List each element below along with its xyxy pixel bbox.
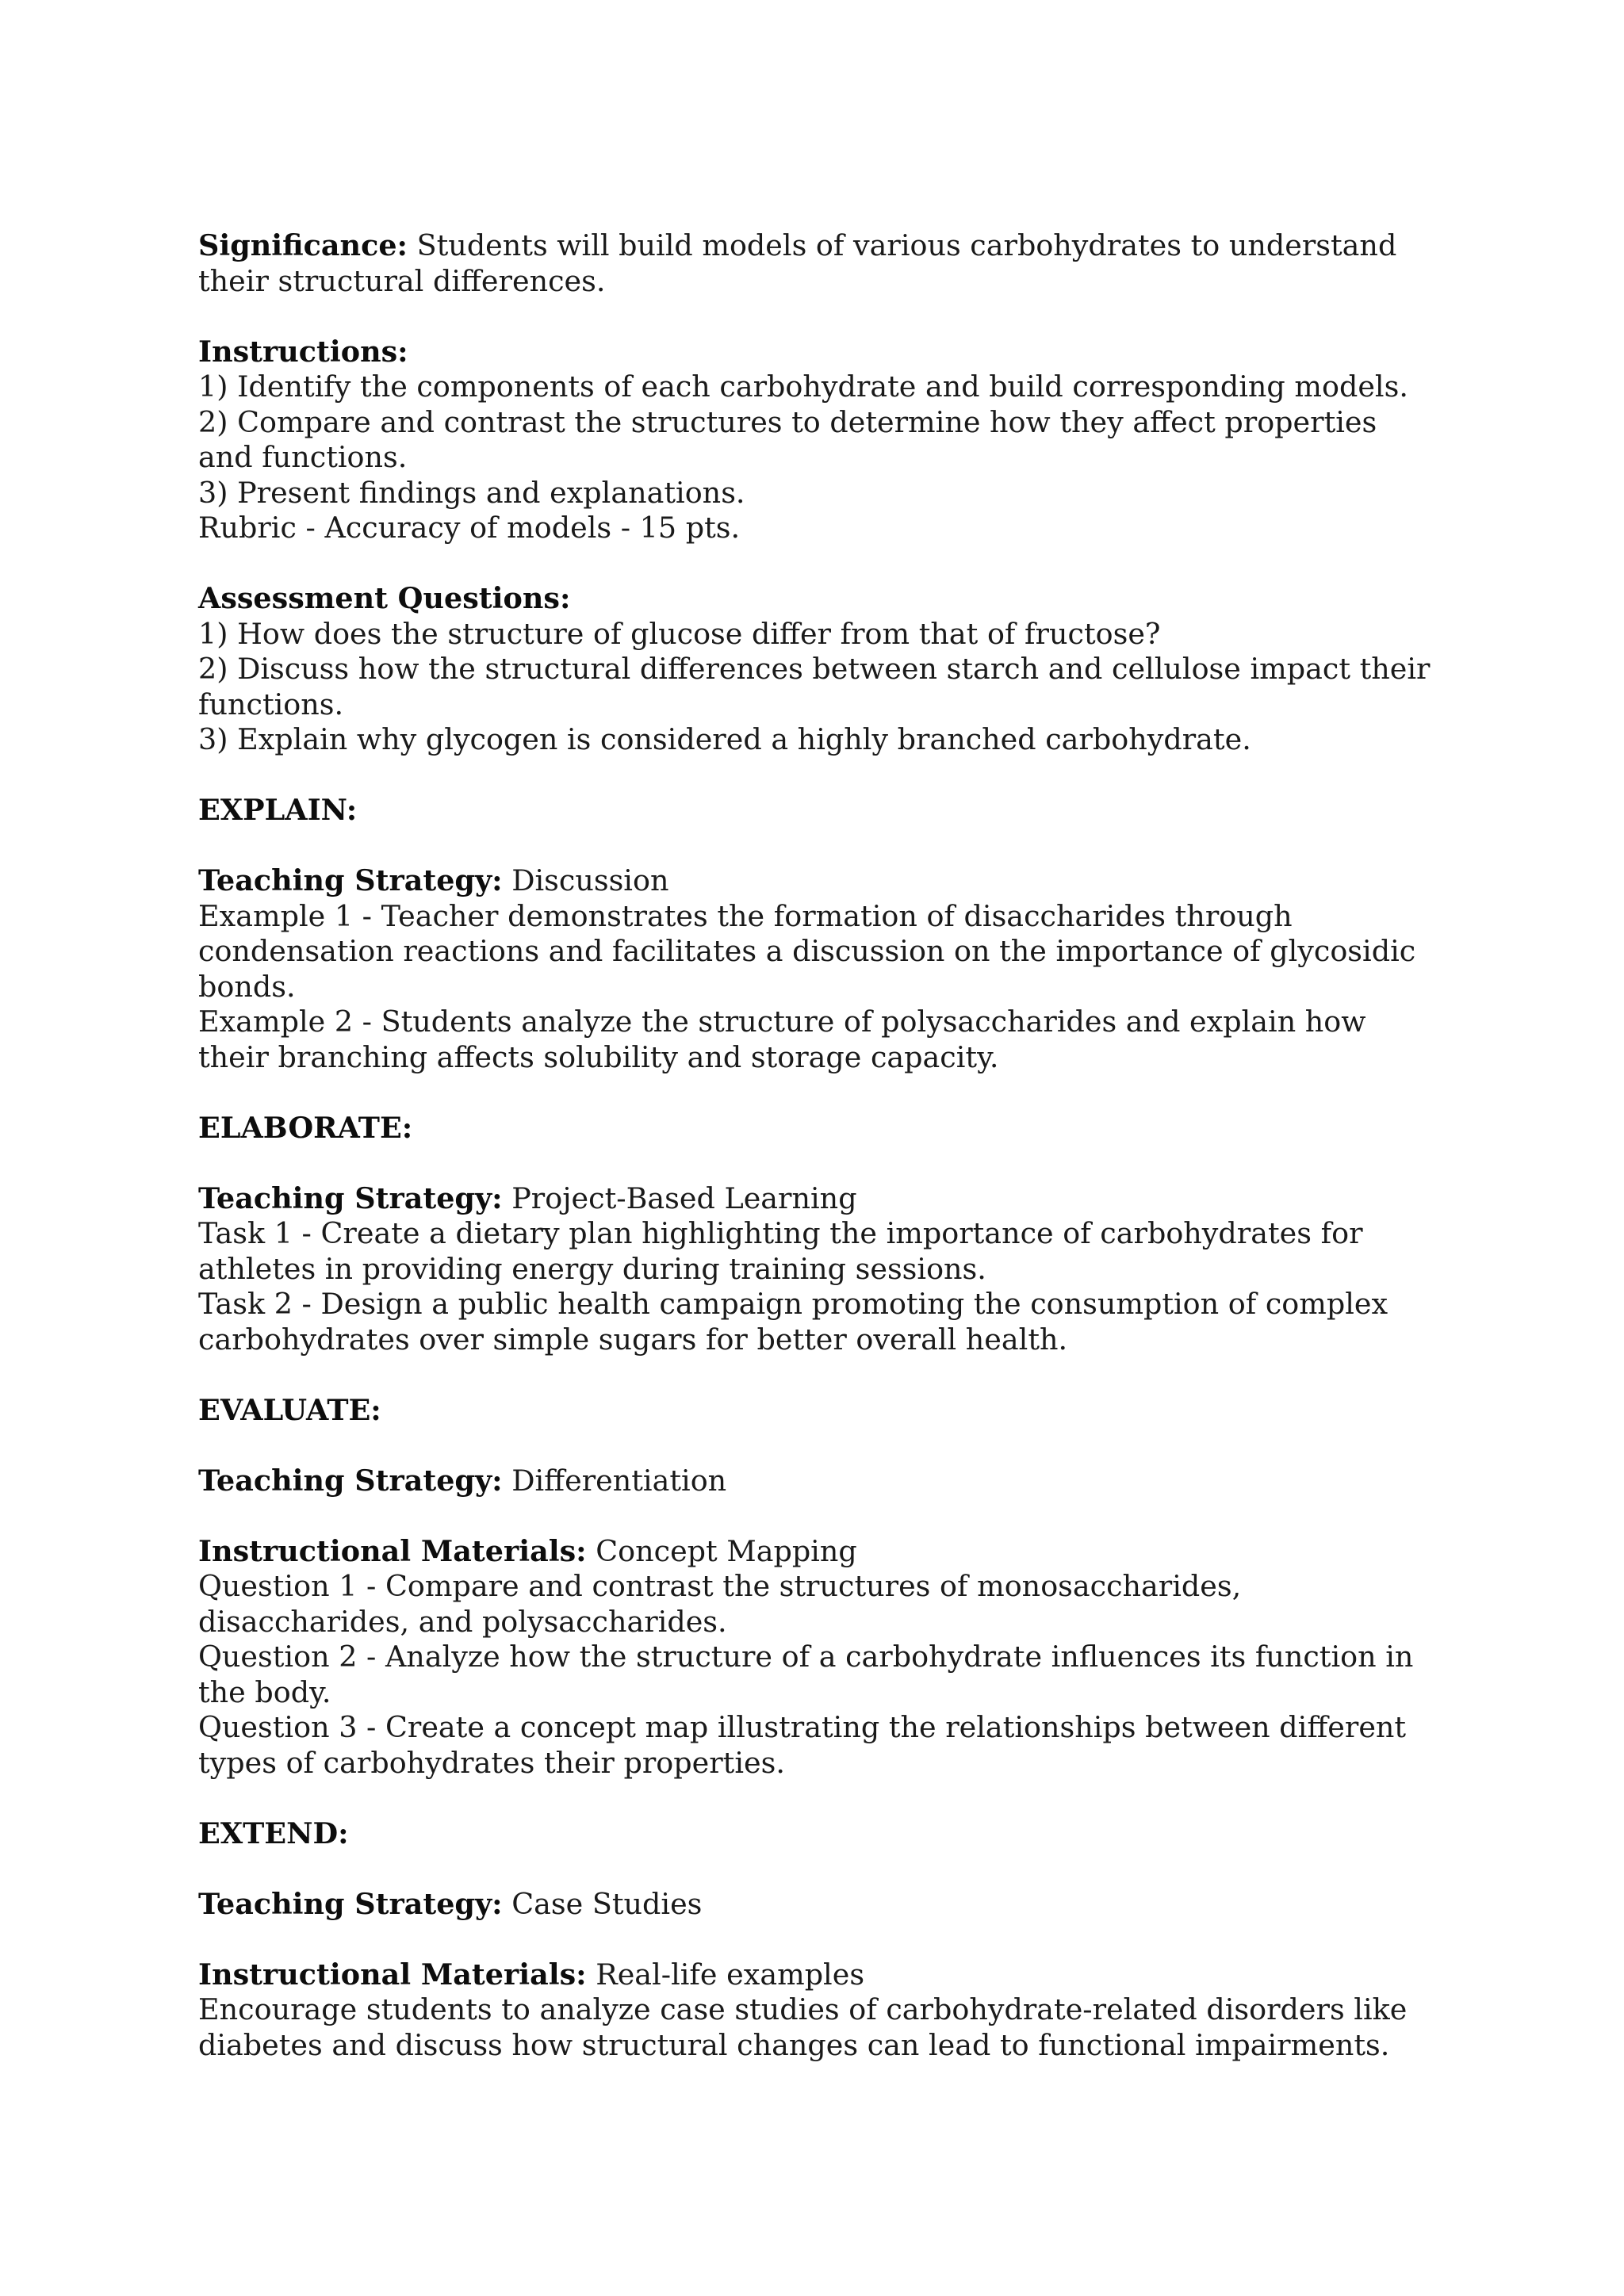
elaborate-section [198,1111,1443,1358]
instruction-item: 1) Identify the components of each carbohydrate and build corresponding models. [198,369,1408,404]
explain-heading: EXPLAIN: [198,793,358,827]
instruction-item: 3) Present findings and explanations. [198,475,745,510]
spacer [198,299,1443,335]
evaluate-line: Question 2 - Analyze how the structure of a carbohydrate influences its function in [198,1640,1414,1674]
elaborate-line: carbohydrates over simple sugars for better overall health. [198,1322,1068,1357]
strategy-label: Teaching Strategy: [198,1886,503,1921]
explain-line: Example 1 - Teacher demonstrates the formation of disaccharides through [198,898,1293,933]
instruction-item: 2) Compare and contrast the structures to determine how they affect properties [198,404,1377,439]
significance-line [198,228,1443,264]
elaborate-line: Task 2 - Design a public health campaign promoting the consumption of complex [198,1287,1388,1321]
spacer [198,1357,1443,1393]
strategy-value: Differentiation [502,1463,727,1498]
explain-line: condensation reactions and facilitates a discussion on the importance of glycosidic [198,934,1416,968]
spacer [198,1498,1443,1534]
spacer [198,1922,1443,1957]
spacer [198,1428,1443,1464]
extend-section [198,1816,1443,2064]
extend-line: diabetes and discuss how structural changes can lead to functional impairments. [198,2027,1390,2062]
instructions-heading: Instructions: [198,334,408,369]
spacer [198,1075,1443,1111]
extend-line: Encourage students to analyze case studies of carbohydrate-related disorders like [198,1992,1408,2026]
spacer [198,1851,1443,1887]
significance-text: Students will build models of various carbohydrates to understand [408,228,1397,262]
rubric-line: Rubric - Accuracy of models - 15 pts. [198,511,741,545]
strategy-label: Teaching Strategy: [198,863,503,897]
evaluate-strategy [198,1464,1443,1499]
strategy-label: Teaching Strategy: [198,1463,503,1498]
spacer [198,1146,1443,1181]
instructions-section [198,335,1443,546]
explain-strategy [198,863,1443,899]
strategy-value: Project-Based Learning [502,1181,857,1215]
assessment-question: 2) Discuss how the structural differences between starch and cellulose impact their [198,652,1431,686]
explain-line: their branching affects solubility and storage capacity. [198,1039,999,1074]
significance-label: Significance: [198,228,408,262]
extend-strategy [198,1887,1443,1923]
evaluate-materials [198,1534,1443,1570]
materials-value: Concept Mapping [586,1533,857,1568]
evaluate-line: types of carbohydrates their properties. [198,1745,785,1780]
materials-value: Real-life examples [586,1957,865,1992]
strategy-value: Case Studies [502,1886,703,1921]
spacer [198,546,1443,582]
evaluate-line: disaccharides, and polysaccharides. [198,1604,727,1639]
evaluate-line: Question 1 - Compare and contrast the structures of monosaccharides, [198,1569,1242,1603]
assessment-question: functions. [198,687,344,721]
extend-heading: EXTEND: [198,1816,349,1850]
explain-line: Example 2 - Students analyze the structure of polysaccharides and explain how [198,1004,1366,1039]
evaluate-section [198,1393,1443,1781]
instruction-item: and functions. [198,440,408,474]
evaluate-line: the body. [198,1674,331,1709]
elaborate-heading: ELABORATE: [198,1110,413,1145]
assessment-question: 3) Explain why glycogen is considered a highly branched carbohydrate. [198,722,1251,756]
elaborate-strategy [198,1181,1443,1217]
spacer [198,1781,1443,1816]
evaluate-line: Question 3 - Create a concept map illustrating the relationships between different [198,1710,1407,1744]
elaborate-line: athletes in providing energy during training sessions. [198,1251,986,1286]
materials-label: Instructional Materials: [198,1957,587,1992]
strategy-value: Discussion [502,863,669,897]
document-page [198,228,1443,2063]
spacer [198,758,1443,794]
assessment-section [198,581,1443,758]
explain-line: bonds. [198,969,296,1004]
explain-section [198,793,1443,1075]
significance-section [198,228,1443,299]
assessment-heading: Assessment Questions: [198,581,571,615]
spacer [198,828,1443,864]
strategy-label: Teaching Strategy: [198,1181,503,1215]
materials-label: Instructional Materials: [198,1533,587,1568]
extend-materials [198,1957,1443,1993]
evaluate-heading: EVALUATE: [198,1392,381,1427]
assessment-question: 1) How does the structure of glucose differ from that of fructose? [198,616,1161,651]
elaborate-line: Task 1 - Create a dietary plan highlighting the importance of carbohydrates for [198,1216,1363,1250]
significance-text-continued: their structural differences. [198,263,606,298]
